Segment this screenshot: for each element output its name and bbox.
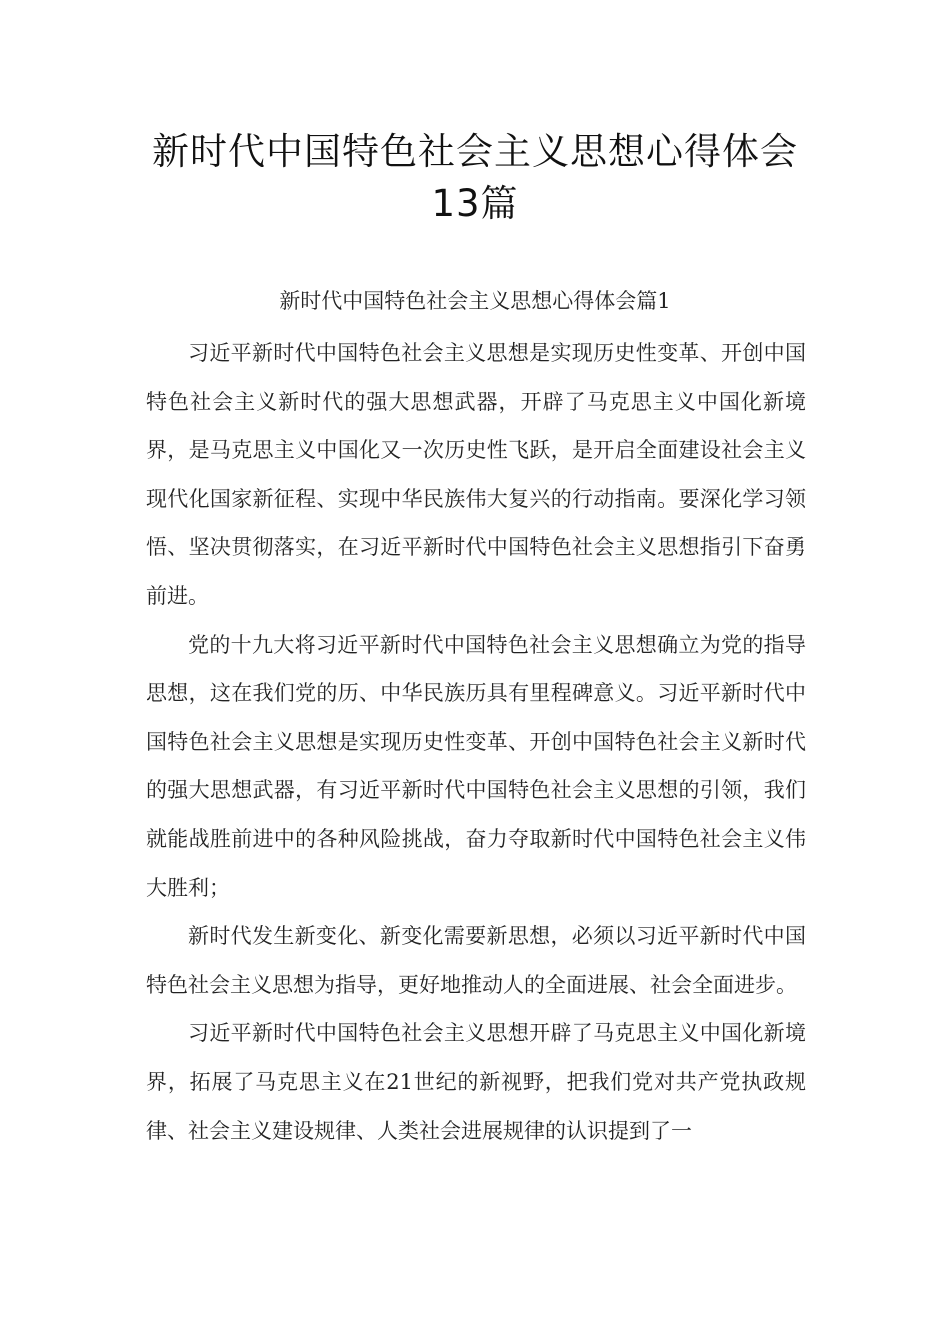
paragraph-2: 党的十九大将习近平新时代中国特色社会主义思想确立为党的指导思想，这在我们党的历、中华民族历具有里程碑意义。习近平新时代中国特色社会主义思想是实现历史性变革、开创中国特色社会主义新时代的强大思想武器，有习近平新时代中国特色社会主义思想的引领，我们就能战胜前进中的各种风险挑战，奋力夺取新时代中国特色社会主义伟大胜利； <box>146 632 806 900</box>
document-body <box>146 329 806 1155</box>
paragraph-4: 习近平新时代中国特色社会主义思想开辟了马克思主义中国化新境界，拓展了马克思主义在21世纪的新视野，把我们党对共产党执政规律、社会主义建设规律、人类社会进展规律的认识提到了一 <box>146 1021 806 1143</box>
section-heading: 新时代中国特色社会主义思想心得体会篇1 <box>279 289 671 313</box>
paragraph-1: 习近平新时代中国特色社会主义思想是实现历史性变革、开创中国特色社会主义新时代的强大思想武器，开辟了马克思主义中国化新境界，是马克思主义中国化又一次历史性飞跃，是开启全面建设社会主义现代化国家新征程、实现中华民族伟大复兴的行动指南。要深化学习领悟、坚决贯彻落实，在习近平新时代中国特色社会主义思想指引下奋勇前进。 <box>146 341 806 608</box>
paragraph-3: 新时代发生新变化、新变化需要新思想，必须以习近平新时代中国特色社会主义思想为指导，更好地推动人的全面进展、社会全面进步。 <box>146 924 806 997</box>
title-line-2: 13篇 <box>431 182 519 225</box>
title-line-1: 新时代中国特色社会主义思想心得体会 <box>152 130 798 173</box>
document-title <box>100 126 850 230</box>
